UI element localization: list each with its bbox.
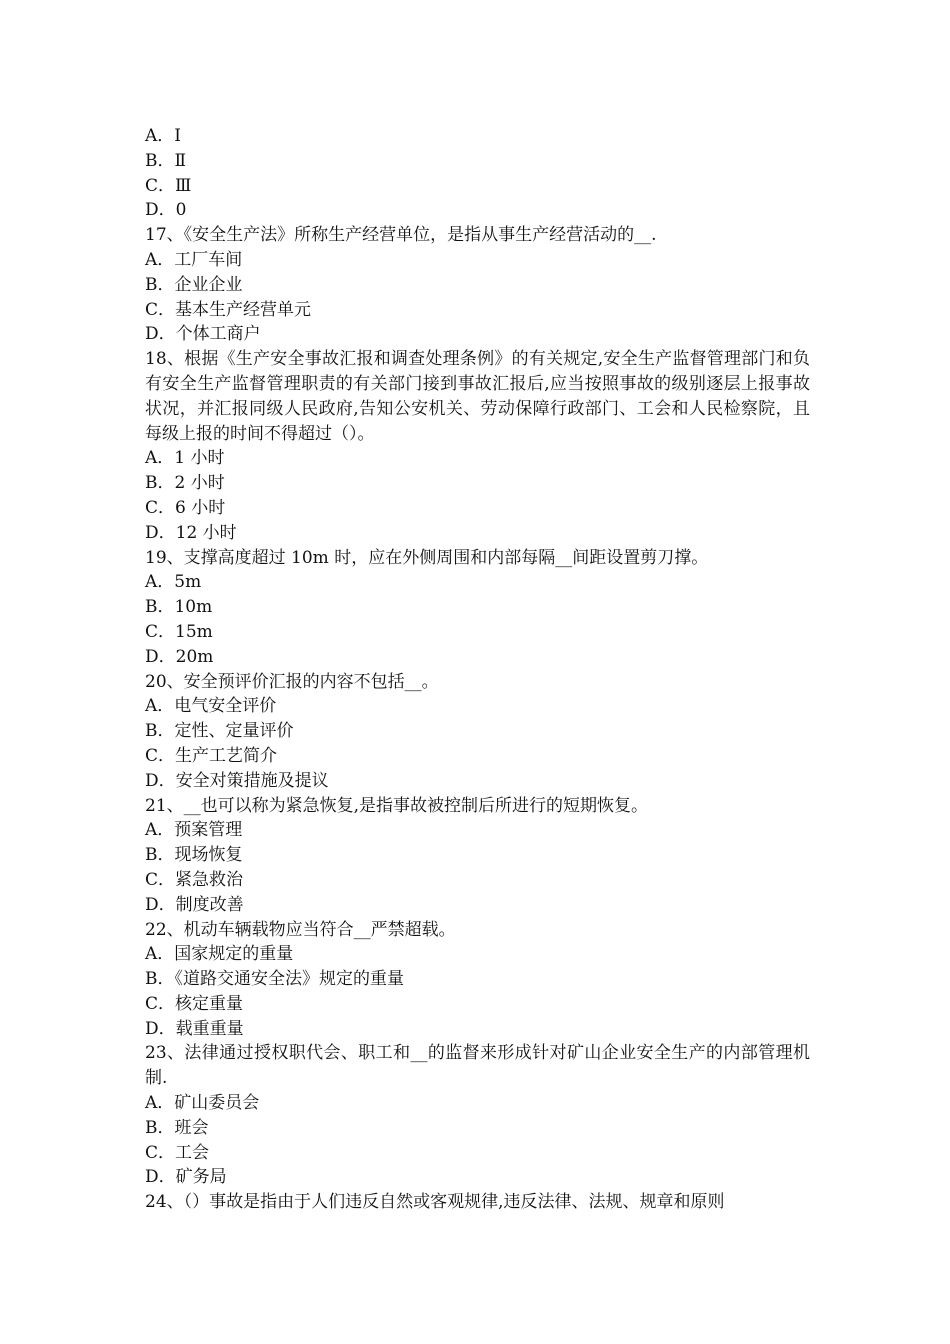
option-c: C．紧急救治 <box>145 869 244 890</box>
option-a: A．5m <box>145 572 202 593</box>
option-a: A．矿山委员会 <box>145 1093 260 1114</box>
option-b: B．《道路交通安全法》规定的重量 <box>145 969 404 990</box>
option-a: A．Ⅰ <box>145 126 181 146</box>
option-c: C．核定重量 <box>145 993 244 1014</box>
option-d: D．个体工商户 <box>145 324 261 345</box>
option-d: D．0 <box>145 200 187 221</box>
option-c: C．6 小时 <box>145 497 226 518</box>
question-20-stem: 20、安全预评价汇报的内容不包括__。 <box>145 671 439 692</box>
option-b: B．现场恢复 <box>145 845 243 866</box>
option-a: A．预案管理 <box>145 820 243 841</box>
option-b: B．Ⅱ <box>145 150 187 171</box>
option-d: D．载重重量 <box>145 1018 244 1039</box>
option-c: C．基本生产经营单元 <box>145 299 312 320</box>
option-d: D．12 小时 <box>145 522 237 543</box>
question-23-stem: 23、法律通过授权职代会、职工和__的监督来形成针对矿山企业安全生产的内部管理机制. <box>145 1043 810 1089</box>
option-d: D．矿务局 <box>145 1167 227 1188</box>
option-c: C．15m <box>145 621 213 642</box>
question-24-stem: 24、（）事故是指由于人们违反自然或客观规律,违反法律、法规、规章和原则 <box>145 1192 725 1213</box>
option-d: D．安全对策措施及提议 <box>145 770 329 791</box>
question-17-stem: 17、《安全生产法》所称生产经营单位，是指从事生产经营活动的__. <box>145 225 657 246</box>
option-d: D．20m <box>145 646 214 667</box>
option-c: C．工会 <box>145 1142 210 1163</box>
question-18-stem: 18、根据《生产安全事故汇报和调查处理条例》的有关规定,安全生产监督管理部门和负有安全生产监督管理职责的有关部门接到事故汇报后,应当按照事故的级别逐层上报事故状况，并汇报同级人民政府,告知公安机关、劳动保障行政部门、工会和人民检察院，且每级上报的时间不得超过（）。 <box>145 349 810 444</box>
option-d: D．制度改善 <box>145 894 244 915</box>
option-b: B．10m <box>145 597 213 618</box>
option-b: B．2 小时 <box>145 473 225 494</box>
option-b: B．企业企业 <box>145 274 243 295</box>
option-a: A．工厂车间 <box>145 249 243 270</box>
option-c: C．生产工艺简介 <box>145 745 278 766</box>
option-a: A．国家规定的重量 <box>145 944 294 965</box>
option-a: A．1 小时 <box>145 448 225 469</box>
option-b: B．班会 <box>145 1117 209 1138</box>
question-21-stem: 21、__也可以称为紧急恢复,是指事故被控制后所进行的短期恢复。 <box>145 795 649 816</box>
question-22-stem: 22、机动车辆载物应当符合__严禁超载。 <box>145 919 456 940</box>
document-body <box>145 124 810 1215</box>
option-b: B．定性、定量评价 <box>145 721 294 742</box>
question-19-stem: 19、支撑高度超过 10m 时，应在外侧周围和内部每隔__间距设置剪刀撑。 <box>145 547 709 568</box>
option-c: C．Ⅲ <box>145 175 192 196</box>
option-a: A．电气安全评价 <box>145 696 277 717</box>
